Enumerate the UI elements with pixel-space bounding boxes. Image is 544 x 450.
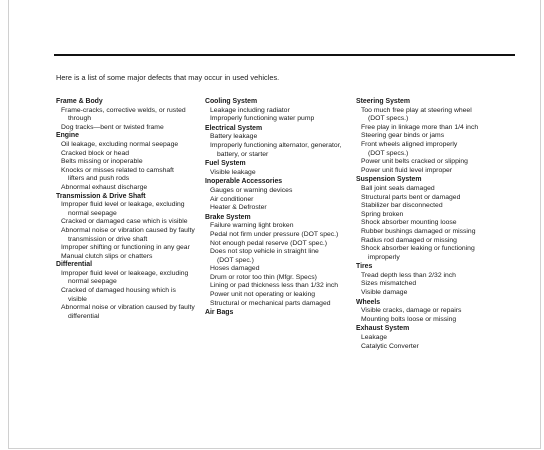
defect-item-text: Catalytic Converter (361, 342, 419, 350)
defect-item-text: Visible leakage (210, 168, 256, 176)
defect-item (56, 150, 202, 159)
defect-item-text: Manual clutch slips or chatters (61, 252, 153, 260)
defect-item-text: Failure warning light broken (210, 222, 294, 230)
defect-item-continuation: differential (68, 312, 100, 320)
defect-item (56, 304, 202, 321)
defect-item (205, 265, 350, 274)
section-heading: Electrical System (205, 124, 263, 132)
defect-item (356, 334, 486, 343)
defect-item-text: Heater & Defroster (210, 204, 267, 212)
defect-item-text: Free play in linkage more than 1/4 inch (361, 123, 479, 131)
section-heading: Steering System (356, 98, 410, 105)
defects-column-3 (356, 98, 486, 351)
defect-item-text: Front wheels aligned improperly (361, 140, 458, 148)
defect-item-text: Tread depth less than 2/32 inch (361, 271, 456, 279)
defect-item (205, 222, 350, 231)
section-heading: Engine (56, 132, 79, 140)
defect-item-text: Battery leakage (210, 133, 258, 141)
defect-item-text: Leakage including radiator (210, 106, 290, 114)
defect-item (205, 300, 350, 309)
defect-item (356, 107, 486, 124)
defect-section (56, 193, 202, 262)
defect-item (356, 343, 486, 352)
defect-item (356, 158, 486, 167)
defect-item-text: Structural parts bent or damaged (361, 193, 461, 201)
defect-item-text: Power unit fluid level improper (361, 166, 453, 174)
section-heading: Cooling System (205, 98, 258, 105)
defect-item-text: Frame-cracks, corrective welds, or rusted (61, 106, 186, 114)
section-heading: Brake System (205, 213, 251, 221)
defect-item (205, 274, 350, 283)
defect-item-continuation: through (68, 115, 92, 123)
defect-item (205, 248, 350, 265)
section-heading: Air Bags (205, 309, 234, 317)
defect-item-continuation: normal seepage (68, 278, 117, 286)
defect-section (205, 125, 350, 159)
defect-section (356, 263, 486, 297)
defect-item (56, 244, 202, 253)
defect-section (205, 98, 350, 124)
defect-section (205, 160, 350, 177)
section-heading: Transmission & Drive Shaft (56, 192, 146, 200)
defect-item-continuation: (DOT spec.) (217, 256, 254, 264)
defect-item (56, 167, 202, 184)
defect-item-text: Stabilizer bar disconnected (361, 202, 443, 210)
defect-item-text: Abnormal noise or vibration caused by faulty (61, 226, 195, 234)
defect-item-text: Cracked or damaged case which is visible (61, 218, 188, 226)
defect-section (356, 325, 486, 351)
defect-item (356, 245, 486, 262)
section-heading: Fuel System (205, 160, 246, 168)
defect-item-text: Improperly functioning alternator, generator, (210, 141, 342, 149)
defect-item (205, 107, 350, 116)
defect-item (356, 202, 486, 211)
defect-item (205, 142, 350, 159)
defect-item (356, 316, 486, 325)
defect-item-text: Shock absorber mounting loose (361, 219, 457, 227)
defect-item-continuation: battery, or starter (217, 150, 269, 158)
defect-item (56, 124, 202, 133)
defect-item (56, 253, 202, 262)
defect-item (205, 133, 350, 142)
defect-item (205, 169, 350, 178)
defect-item-text: Mounting bolts loose or missing (361, 315, 457, 323)
defect-item-text: Abnormal exhaust discharge (61, 183, 148, 191)
defect-item-text: Power unit not operating or leaking (210, 291, 316, 299)
defect-section (56, 98, 202, 132)
defect-section (205, 309, 350, 318)
defect-item-text: Not enough pedal reserve (DOT spec.) (210, 239, 327, 247)
defect-item (356, 132, 486, 141)
defect-item (56, 218, 202, 227)
defect-item (356, 211, 486, 220)
defect-item-text: Cracked of damaged housing which is (61, 287, 176, 295)
defect-item (205, 291, 350, 300)
defect-item (205, 204, 350, 213)
defect-item-continuation: lifters and push rods (68, 175, 130, 183)
defect-item (356, 307, 486, 316)
defect-item-text: Ball joint seals damaged (361, 184, 435, 192)
section-heading: Suspension System (356, 176, 422, 184)
defect-item (56, 201, 202, 218)
defect-item (356, 194, 486, 203)
defect-item-text: Too much free play at steering wheel (361, 106, 472, 114)
defect-item-continuation: (DOT specs.) (368, 115, 409, 123)
intro-text: Here is a list of some major defects that may occur in used vehicles. (56, 73, 280, 82)
defect-item-continuation: visible (68, 295, 87, 303)
defect-item-text: Abnormal noise or vibration caused by faulty (61, 304, 195, 312)
defect-item-continuation: improperly (368, 253, 400, 261)
defect-item (56, 270, 202, 287)
defect-item-text: Belts missing or inoperable (61, 158, 143, 166)
defect-section (356, 98, 486, 175)
defect-item-text: Hoses damaged (210, 265, 260, 273)
defect-item (56, 107, 202, 124)
defect-section (205, 178, 350, 212)
defect-section (205, 214, 350, 309)
defect-item (356, 280, 486, 289)
defect-item-text: Improperly functioning water pump (210, 115, 315, 123)
defect-item-text: Does not stop vehicle in straight line (210, 248, 319, 256)
defect-item (205, 240, 350, 249)
defect-item-text: Cracked block or head (61, 149, 130, 157)
section-heading: Frame & Body (56, 98, 103, 105)
defect-item (56, 141, 202, 150)
defect-item (356, 124, 486, 133)
defect-section (56, 261, 202, 321)
defect-item (205, 231, 350, 240)
section-heading: Exhaust System (356, 325, 410, 333)
defect-item-text: Improper fluid level or leakage, excluding (61, 201, 185, 209)
defects-column-2 (205, 98, 350, 318)
defect-item-text: Dog tracks—bent or twisted frame (61, 123, 164, 131)
defect-item (356, 289, 486, 298)
defect-item (56, 287, 202, 304)
defect-item-continuation: transmission or drive shaft (68, 235, 148, 243)
defect-section (56, 132, 202, 192)
defect-item (56, 158, 202, 167)
top-rule-divider (54, 54, 515, 56)
section-heading: Wheels (356, 298, 381, 306)
defect-item-text: Gauges or warning devices (210, 186, 293, 194)
section-heading: Differential (56, 261, 92, 269)
defect-item-text: Visible damage (361, 289, 408, 297)
defect-item (356, 185, 486, 194)
defect-item-text: Knocks or misses related to camshaft (61, 166, 174, 174)
defect-item (205, 115, 350, 124)
defect-item-text: Leakage (361, 334, 388, 342)
defect-item-text: Shock absorber leaking or functioning (361, 245, 475, 253)
defect-item-text: Sizes mismatched (361, 280, 417, 288)
defect-item (356, 219, 486, 228)
defect-item (56, 227, 202, 244)
section-heading: Inoperable Accessories (205, 178, 283, 186)
defect-item-text: Spring broken (361, 210, 404, 218)
defect-item-text: Rubber bushings damaged or missing (361, 227, 476, 235)
defect-item (356, 228, 486, 237)
defect-item (56, 184, 202, 193)
defect-item-text: Improper fluid level or leakeage, excluding (61, 269, 189, 277)
defect-item-text: Pedal not firm under pressure (DOT spec.) (210, 230, 339, 238)
defect-item (356, 237, 486, 246)
section-heading: Tires (356, 263, 373, 271)
defect-item (205, 196, 350, 205)
defect-item-text: Oil leakage, excluding normal seepage (61, 140, 179, 148)
defect-item (205, 282, 350, 291)
defect-section (356, 176, 486, 262)
defect-item-text: Power unit belts cracked or slipping (361, 158, 468, 166)
defect-item-text: Radius rod damaged or missing (361, 236, 457, 244)
defects-column-1 (56, 98, 202, 321)
defect-item-text: Air conditioner (210, 195, 254, 203)
defect-item-text: Lining or pad thickness less than 1/32 inch (210, 282, 339, 290)
defect-item (356, 141, 486, 158)
defect-item-continuation: (DOT specs.) (368, 149, 409, 157)
defect-item-text: Improper shifting or functioning in any gear (61, 244, 190, 252)
defect-item-text: Steering gear binds or jams (361, 132, 445, 140)
defect-item (356, 272, 486, 281)
defect-item-text: Drum or rotor too thin (Mfgr. Specs) (210, 273, 317, 281)
defect-item-text: Structural or mechanical parts damaged (210, 299, 331, 307)
defect-item (205, 187, 350, 196)
defect-section (356, 299, 486, 325)
defect-item (356, 167, 486, 176)
defect-item-continuation: normal seepage (68, 209, 117, 217)
defect-item-text: Visible cracks, damage or repairs (361, 307, 462, 315)
